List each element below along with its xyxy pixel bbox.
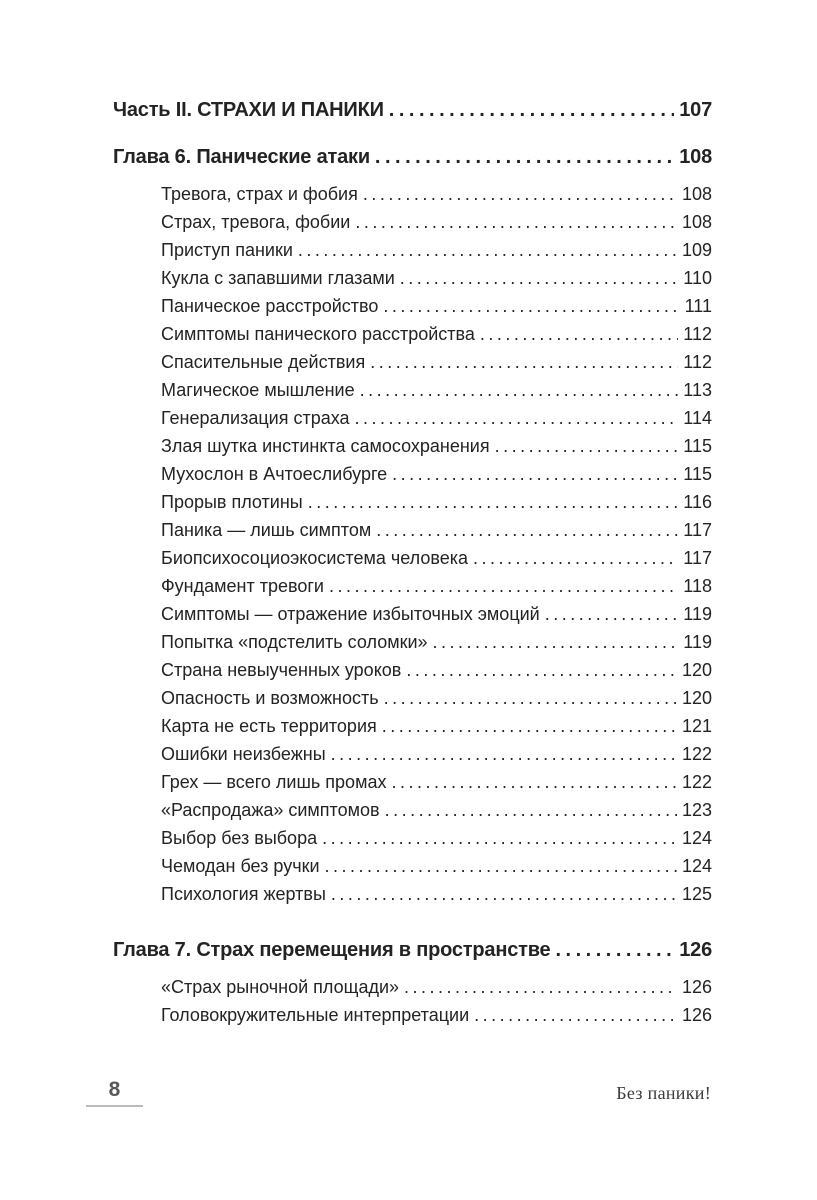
toc-entry-title: Симптомы панического расстройства [161,324,475,344]
toc-entry-row [113,432,712,460]
toc-part-row [113,96,712,124]
toc-entry-title: Магическое мышление [161,380,355,400]
toc-entry-page: 121 [681,716,712,736]
dot-leader [322,824,677,852]
toc-entry-row [113,236,712,264]
dot-leader [392,460,678,488]
dot-leader [298,236,677,264]
toc-entry-page: 114 [683,408,712,428]
toc-entry-page: 122 [681,772,712,792]
toc-entry-page: 126 [681,1005,712,1025]
toc-entry-title: Прорыв плотины [161,492,303,512]
toc-entry-page: 112 [683,324,712,344]
dot-leader [480,320,678,348]
dot-leader [555,936,674,964]
toc-entry-title: «Страх рыночной площади» [161,977,400,997]
toc-entry-row [113,404,712,432]
toc-entry-title: Глава 7. Страх перемещения в пространстве [113,939,551,961]
toc-entry-page: 115 [683,436,712,456]
toc-entry-title: Головокружительные интерпретации [161,1005,470,1025]
toc-entry-page: 118 [683,576,712,596]
toc-entry-title: Паника — лишь симптом [161,520,372,540]
toc-entry-row [113,712,712,740]
toc-entry-title: «Распродажа» симптомов [161,800,380,820]
dot-leader [404,973,677,1001]
toc-entry-page: 111 [684,296,712,316]
dot-leader [406,656,677,684]
toc-entry-title: Мухослон в Ачтоеслибурге [161,464,388,484]
toc-entry-page: 125 [681,884,712,904]
toc-entry-page: 115 [683,464,712,484]
dot-leader [385,796,677,824]
toc-entry-page: 108 [681,184,712,204]
toc-entry-page: 124 [681,828,712,848]
toc-entry-page: 116 [683,492,712,512]
toc-entry-row [113,852,712,880]
toc-entry-row [113,572,712,600]
toc-entry-title: Страх, тревога, фобии [161,212,351,232]
dot-leader [325,852,677,880]
dot-leader [308,488,679,516]
toc-entry-row [113,600,712,628]
toc-entry-title: Опасность и возможность [161,688,379,708]
dot-leader [331,880,677,908]
toc-entry-row [113,740,712,768]
toc-entry-page: 119 [683,632,712,652]
dot-leader [473,544,678,572]
toc-entry-page: 126 [679,939,712,961]
toc-entry-page: 112 [683,352,712,372]
dot-leader [329,572,678,600]
toc-entry-title: Кукла с запавшими глазами [161,268,395,288]
toc-entry-title: Биопсихосоциоэкосистема человека [161,548,469,568]
dot-leader [400,264,679,292]
toc-chapter-row [113,936,712,964]
dot-leader [474,1001,677,1029]
toc-entry-title: Симптомы — отражение избыточных эмоций [161,604,540,624]
toc-entry-row [113,544,712,572]
toc-entry-title: Фундамент тревоги [161,576,324,596]
dot-leader [363,180,677,208]
toc-entry-row [113,348,712,376]
toc-entry-page: 119 [683,604,712,624]
toc-entry-title: Грех — всего лишь промах [161,772,387,792]
footer-running-title: Без паники! [616,1083,711,1103]
toc-entry-row [113,684,712,712]
toc-entry-page: 124 [681,856,712,876]
toc-entry-title: Карта не есть территория [161,716,377,736]
toc-entry-page: 108 [679,146,712,168]
toc-entry-title: Генерализация страха [161,408,350,428]
page-footer [0,1078,817,1122]
toc-entry-page: 108 [681,212,712,232]
toc-entry-title: Психология жертвы [161,884,326,904]
toc-entry-title: Злая шутка инстинкта самосохранения [161,436,490,456]
toc [113,96,712,1029]
dot-leader [391,768,677,796]
toc-entry-title: Ошибки неизбежны [161,744,326,764]
toc-entry-title: Паническое расстройство [161,296,379,316]
toc-entry-row [113,516,712,544]
toc-entry-page: 117 [683,520,712,540]
toc-entry-row [113,376,712,404]
toc-entry-row [113,208,712,236]
dot-leader [331,740,677,768]
dot-leader [360,376,679,404]
toc-entry-title: Страна невыученных уроков [161,660,402,680]
dot-leader [370,348,678,376]
toc-entry-page: 120 [681,688,712,708]
toc-entry-page: 122 [681,744,712,764]
dot-leader [355,208,677,236]
toc-entry-title: Приступ паники [161,240,293,260]
toc-entry-row [113,488,712,516]
toc-entry-page: 126 [681,977,712,997]
toc-entry-row [113,973,712,1001]
toc-entry-row [113,180,712,208]
toc-entry-row [113,1001,712,1029]
toc-entry-title: Спасительные действия [161,352,366,372]
toc-entry-page: 117 [683,548,712,568]
dot-leader [383,292,679,320]
toc-entry-page: 109 [681,240,712,260]
dot-leader [495,432,679,460]
toc-entry-row [113,320,712,348]
toc-entry-row [113,768,712,796]
toc-entry-title: Чемодан без ручки [161,856,320,876]
toc-entry-row [113,292,712,320]
toc-entry-row [113,628,712,656]
toc-entry-page: 123 [681,800,712,820]
dot-leader [376,516,678,544]
toc-entry-row [113,264,712,292]
toc-entry-title: Выбор без выбора [161,828,318,848]
footer-page-number: 8 [86,1078,143,1107]
dot-leader [382,712,677,740]
dot-leader [355,404,679,432]
toc-entry-row [113,824,712,852]
toc-entry-page: 113 [683,380,712,400]
toc-entry-row [113,880,712,908]
toc-entry-title: Тревога, страх и фобия [161,184,358,204]
toc-entry-title: Попытка «подстелить соломки» [161,632,428,652]
dot-leader [384,684,677,712]
toc-entry-page: 120 [681,660,712,680]
toc-entry-row [113,460,712,488]
dot-leader [375,143,674,171]
dot-leader [545,600,679,628]
toc-entry-title: Часть II. СТРАХИ И ПАНИКИ [113,99,384,121]
dot-leader [389,96,674,124]
dot-leader [433,628,679,656]
toc-entry-row [113,796,712,824]
toc-entry-title: Глава 6. Панические атаки [113,146,370,168]
toc-entry-page: 110 [683,268,712,288]
toc-entry-page: 107 [679,99,712,121]
toc-chapter-row [113,143,712,171]
toc-entry-row [113,656,712,684]
